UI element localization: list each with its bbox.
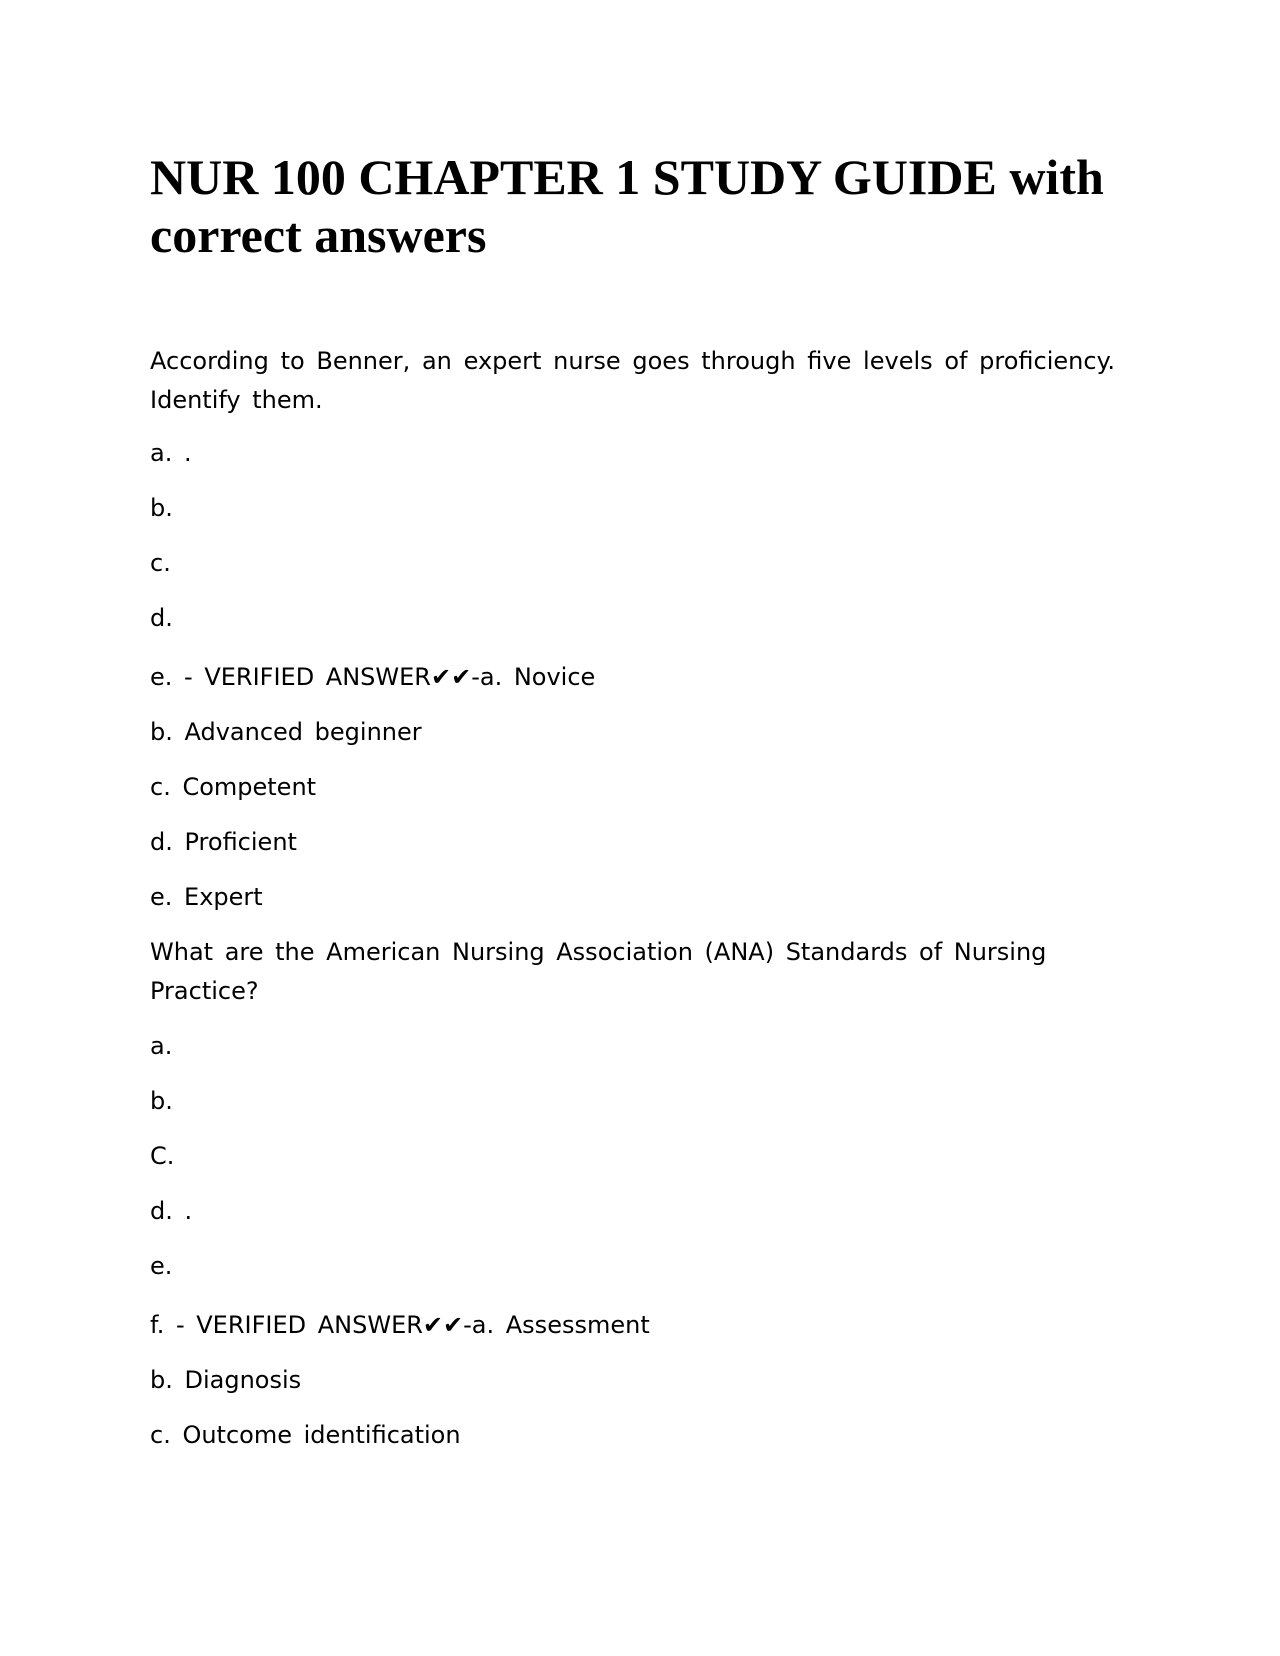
question-2-line: e. [150,1252,173,1280]
question-2-line: a. [150,1032,173,1060]
question-1-line: e. Expert [150,883,263,911]
question-2-line: c. Outcome identification [150,1421,461,1449]
question-2-prompt: What are the American Nursing Association (ANA) Standards of Nursing Practice? [150,938,1047,1005]
question-1-line: b. Advanced beginner [150,718,422,746]
question-1-line: d. Proficient [150,828,297,856]
question-1-prompt: According to Benner, an expert nurse goes through five levels of proficiency. Identify them. [150,347,1115,414]
question-1-answer-line: e. - VERIFIED ANSWER✔✔-a. Novice [150,663,596,691]
question-1-line: b. [150,494,173,522]
question-1-line: a. . [150,439,192,467]
question-2-line: C. [150,1142,175,1170]
question-2-answer-line: f. - VERIFIED ANSWER✔✔-a. Assessment [150,1311,650,1339]
document-title: NUR 100 CHAPTER 1 STUDY GUIDE with correct answers [150,149,1104,263]
document-body [150,148,1115,1471]
question-2-line: b. [150,1087,173,1115]
question-2-line: b. Diagnosis [150,1366,302,1394]
question-1-line: c. [150,549,171,577]
question-1-line: c. Competent [150,773,317,801]
question-2-line: d. . [150,1197,193,1225]
question-1-line: d. [150,604,173,632]
